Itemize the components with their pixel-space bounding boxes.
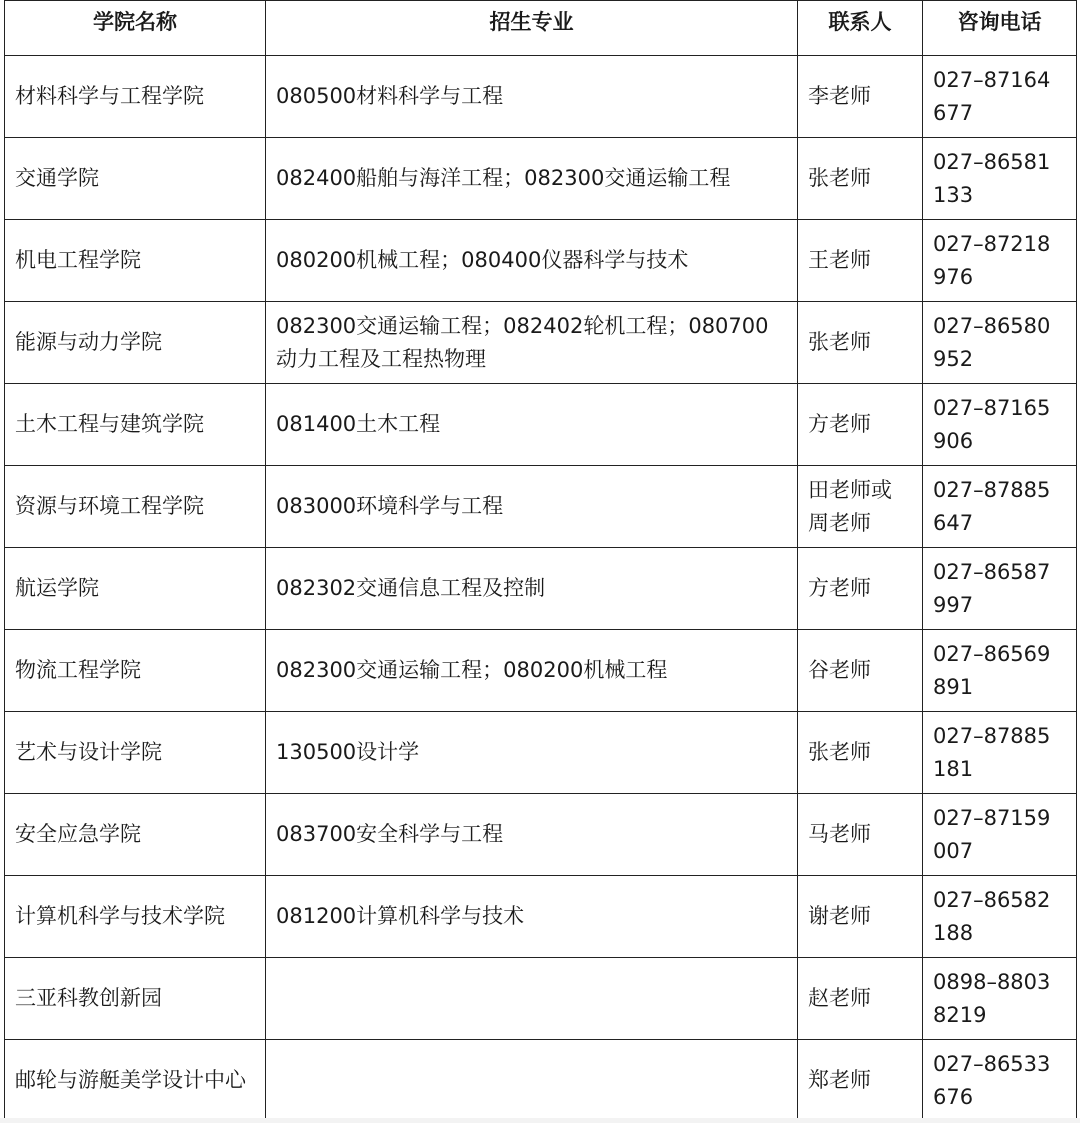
- phone-number: 027–87218976: [933, 231, 1051, 289]
- phone-number: 027–86569891: [933, 641, 1051, 699]
- cell-major: 081400土木工程: [266, 384, 798, 466]
- cell-phone: [923, 876, 1077, 958]
- admissions-contact-table: [4, 0, 1077, 1122]
- cell-college: 交通学院: [5, 138, 266, 220]
- table-row: [5, 466, 1077, 548]
- cell-phone: [923, 794, 1077, 876]
- cell-major: 130500设计学: [266, 712, 798, 794]
- table-row: [5, 548, 1077, 630]
- header-major: 招生专业: [266, 1, 798, 56]
- cell-contact: 方老师: [798, 384, 923, 466]
- cell-phone: [923, 466, 1077, 548]
- cell-major: [266, 958, 798, 1040]
- bottom-shade: [0, 1118, 1080, 1123]
- cell-college: 能源与动力学院: [5, 302, 266, 384]
- phone-number: 027–86587997: [933, 559, 1051, 617]
- table-row: [5, 138, 1077, 220]
- cell-phone: [923, 630, 1077, 712]
- cell-contact: 谢老师: [798, 876, 923, 958]
- phone-number: 0898–88038219: [933, 969, 1051, 1027]
- cell-major: 080500材料科学与工程: [266, 56, 798, 138]
- cell-contact: 李老师: [798, 56, 923, 138]
- phone-number: 027–86582188: [933, 887, 1051, 945]
- cell-phone: [923, 1040, 1077, 1122]
- phone-number: 027–87165906: [933, 395, 1051, 453]
- phone-number: 027–86581133: [933, 149, 1051, 207]
- phone-number: 027–86533676: [933, 1051, 1051, 1109]
- cell-contact: 谷老师: [798, 630, 923, 712]
- table-row: [5, 794, 1077, 876]
- cell-phone: [923, 384, 1077, 466]
- cell-major: [266, 1040, 798, 1122]
- cell-phone: [923, 958, 1077, 1040]
- cell-college: 机电工程学院: [5, 220, 266, 302]
- cell-major: 080200机械工程；080400仪器科学与技术: [266, 220, 798, 302]
- header-phone: 咨询电话: [923, 1, 1077, 56]
- table-row: [5, 220, 1077, 302]
- table-row: [5, 712, 1077, 794]
- phone-number: 027–87885181: [933, 723, 1051, 781]
- cell-contact: 张老师: [798, 712, 923, 794]
- table-row: [5, 302, 1077, 384]
- cell-college: 安全应急学院: [5, 794, 266, 876]
- cell-phone: [923, 56, 1077, 138]
- cell-phone: [923, 220, 1077, 302]
- header-college: 学院名称: [5, 1, 266, 56]
- cell-contact: 赵老师: [798, 958, 923, 1040]
- table-row: [5, 384, 1077, 466]
- cell-college: 物流工程学院: [5, 630, 266, 712]
- table-row: [5, 876, 1077, 958]
- header-contact: 联系人: [798, 1, 923, 56]
- cell-college: 土木工程与建筑学院: [5, 384, 266, 466]
- phone-number: 027–87885647: [933, 477, 1051, 535]
- cell-contact: 郑老师: [798, 1040, 923, 1122]
- cell-major: 082300交通运输工程；080200机械工程: [266, 630, 798, 712]
- cell-phone: [923, 712, 1077, 794]
- cell-phone: [923, 138, 1077, 220]
- cell-college: 三亚科教创新园: [5, 958, 266, 1040]
- cell-contact: 张老师: [798, 138, 923, 220]
- cell-college: 材料科学与工程学院: [5, 56, 266, 138]
- cell-major: 082300交通运输工程；082402轮机工程；080700动力工程及工程热物理: [266, 302, 798, 384]
- cell-major: 081200计算机科学与技术: [266, 876, 798, 958]
- phone-number: 027–86580952: [933, 313, 1051, 371]
- cell-college: 航运学院: [5, 548, 266, 630]
- table-row: [5, 1040, 1077, 1122]
- table-row: [5, 56, 1077, 138]
- cell-contact: 马老师: [798, 794, 923, 876]
- table-row: [5, 958, 1077, 1040]
- table-header-row: [5, 1, 1077, 56]
- cell-college: 计算机科学与技术学院: [5, 876, 266, 958]
- cell-contact: 方老师: [798, 548, 923, 630]
- cell-phone: [923, 302, 1077, 384]
- phone-number: 027–87164677: [933, 67, 1051, 125]
- phone-number: 027–87159007: [933, 805, 1051, 863]
- cell-contact: 王老师: [798, 220, 923, 302]
- cell-major: 082302交通信息工程及控制: [266, 548, 798, 630]
- cell-contact: 田老师或周老师: [798, 466, 923, 548]
- table-body: [5, 56, 1077, 1122]
- cell-college: 邮轮与游艇美学设计中心: [5, 1040, 266, 1122]
- cell-college: 艺术与设计学院: [5, 712, 266, 794]
- table-row: [5, 630, 1077, 712]
- cell-major: 083000环境科学与工程: [266, 466, 798, 548]
- cell-phone: [923, 548, 1077, 630]
- cell-college: 资源与环境工程学院: [5, 466, 266, 548]
- cell-major: 082400船舶与海洋工程；082300交通运输工程: [266, 138, 798, 220]
- cell-contact: 张老师: [798, 302, 923, 384]
- cell-major: 083700安全科学与工程: [266, 794, 798, 876]
